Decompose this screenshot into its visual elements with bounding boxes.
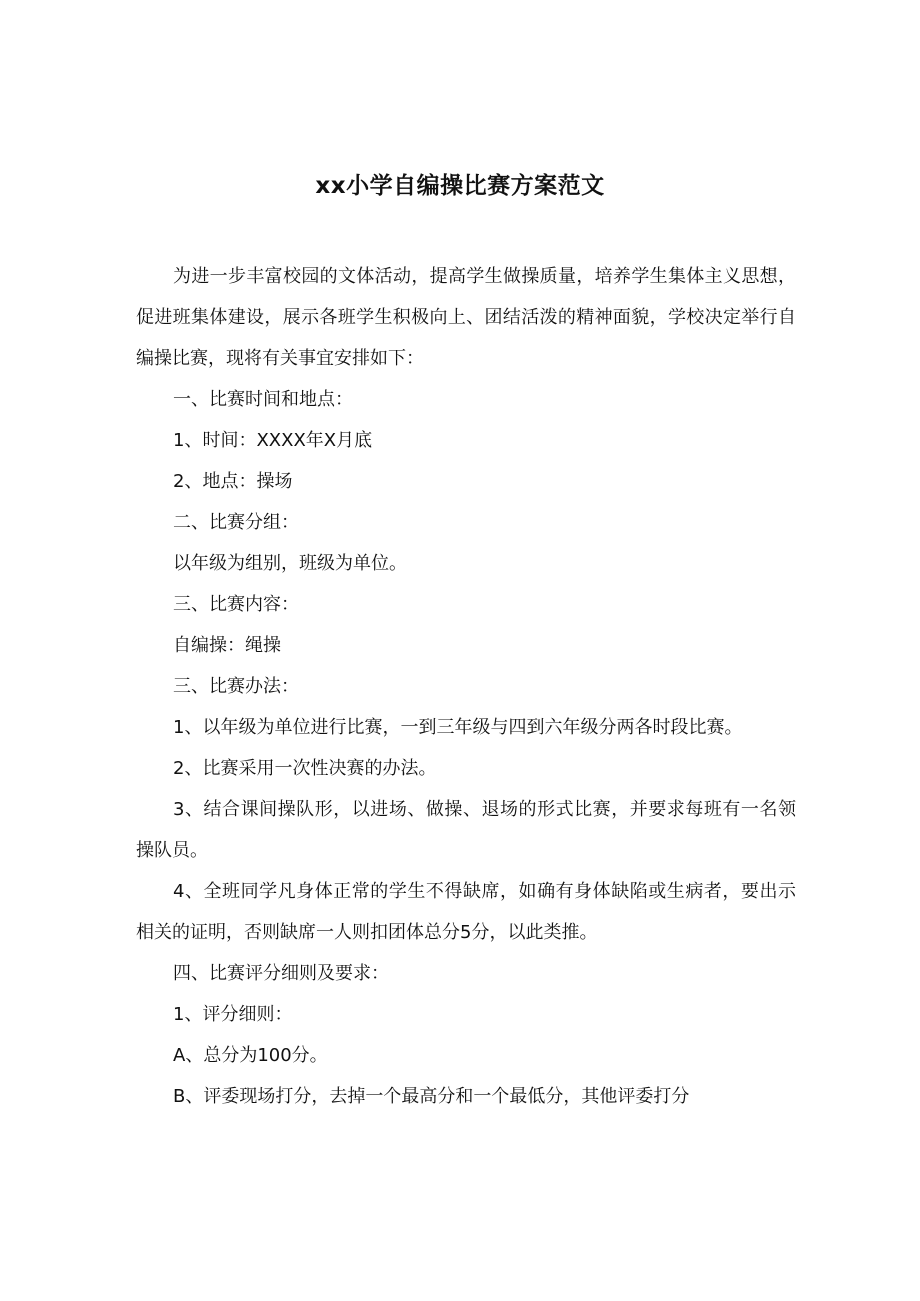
location-item: 2、地点：操场	[173, 471, 293, 492]
section-heading-time-location: 一、比赛时间和地点：	[173, 389, 353, 410]
method-item-4: 4、全班同学凡身体正常的学生不得缺席，如确有身体缺陷或生病者，要出示相关的证明，否则缺席一人则扣团体总分5分，以此类推。	[136, 881, 796, 943]
scoring-item-b: B、评委现场打分，去掉一个最高分和一个最低分，其他评委打分	[173, 1086, 690, 1107]
section-heading-content: 三、比赛内容：	[173, 594, 299, 615]
grouping-text: 以年级为组别，班级为单位。	[173, 553, 407, 574]
scoring-item-a: A、总分为100分。	[173, 1045, 328, 1066]
method-item-2: 2、比赛采用一次性决赛的办法。	[173, 758, 437, 779]
scoring-subheading: 1、评分细则：	[173, 1004, 293, 1025]
section-heading-grouping: 二、比赛分组：	[173, 512, 299, 533]
method-item-3: 3、结合课间操队形，以进场、做操、退场的形式比赛，并要求每班有一名领操队员。	[136, 799, 796, 861]
time-item: 1、时间：XXXX年X月底	[173, 430, 373, 451]
content-text: 自编操：绳操	[173, 635, 281, 656]
document-body	[136, 256, 796, 1117]
document-title: xx小学自编操比赛方案范文	[315, 173, 605, 199]
method-item-1: 1、以年级为单位进行比赛，一到三年级与四到六年级分两各时段比赛。	[173, 717, 743, 738]
intro-paragraph: 为进一步丰富校园的文体活动，提高学生做操质量，培养学生集体主义思想，促进班集体建设，展示各班学生积极向上、团结活泼的精神面貌，学校决定举行自编操比赛，现将有关事宜安排如下：	[136, 266, 796, 369]
section-heading-method: 三、比赛办法：	[173, 676, 299, 697]
section-heading-scoring: 四、比赛评分细则及要求：	[173, 963, 389, 984]
